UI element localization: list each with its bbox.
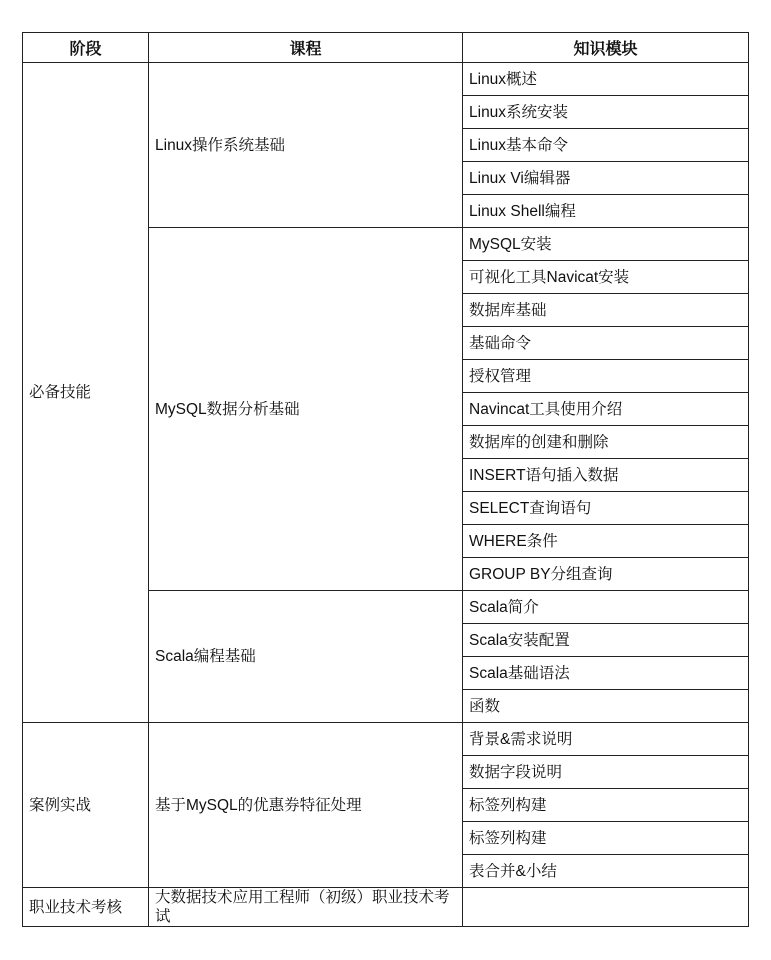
module-cell: 函数 bbox=[463, 690, 749, 723]
header-course: 课程 bbox=[149, 33, 463, 63]
module-cell: SELECT查询语句 bbox=[463, 492, 749, 525]
module-cell: GROUP BY分组查询 bbox=[463, 558, 749, 591]
stage-cell: 案例实战 bbox=[23, 723, 149, 888]
course-cell: 大数据技术应用工程师（初级）职业技术考试 bbox=[149, 888, 463, 927]
table-row bbox=[23, 888, 749, 927]
course-cell: Scala编程基础 bbox=[149, 591, 463, 723]
module-cell bbox=[463, 888, 749, 927]
module-cell: Linux系统安装 bbox=[463, 96, 749, 129]
header-module: 知识模块 bbox=[463, 33, 749, 63]
module-cell: Navincat工具使用介绍 bbox=[463, 393, 749, 426]
table-row bbox=[23, 723, 749, 756]
module-cell: INSERT语句插入数据 bbox=[463, 459, 749, 492]
module-cell: 数据库基础 bbox=[463, 294, 749, 327]
stage-cell: 职业技术考核 bbox=[23, 888, 149, 927]
module-cell: Linux概述 bbox=[463, 63, 749, 96]
module-cell: 数据库的创建和删除 bbox=[463, 426, 749, 459]
stage-cell: 必备技能 bbox=[23, 63, 149, 723]
module-cell: Scala安装配置 bbox=[463, 624, 749, 657]
course-cell: Linux操作系统基础 bbox=[149, 63, 463, 228]
course-cell: 基于MySQL的优惠券特征处理 bbox=[149, 723, 463, 888]
module-cell: 授权管理 bbox=[463, 360, 749, 393]
table-row bbox=[23, 63, 749, 96]
module-cell: 标签列构建 bbox=[463, 822, 749, 855]
header-row bbox=[23, 33, 749, 63]
module-cell: 背景&需求说明 bbox=[463, 723, 749, 756]
course-cell: MySQL数据分析基础 bbox=[149, 228, 463, 591]
module-cell: 表合并&小结 bbox=[463, 855, 749, 888]
module-cell: Linux基本命令 bbox=[463, 129, 749, 162]
curriculum-table bbox=[22, 32, 749, 927]
module-cell: Scala简介 bbox=[463, 591, 749, 624]
module-cell: Linux Shell编程 bbox=[463, 195, 749, 228]
module-cell: 数据字段说明 bbox=[463, 756, 749, 789]
module-cell: WHERE条件 bbox=[463, 525, 749, 558]
header-stage: 阶段 bbox=[23, 33, 149, 63]
module-cell: 标签列构建 bbox=[463, 789, 749, 822]
module-cell: MySQL安装 bbox=[463, 228, 749, 261]
module-cell: 基础命令 bbox=[463, 327, 749, 360]
module-cell: Scala基础语法 bbox=[463, 657, 749, 690]
module-cell: 可视化工具Navicat安装 bbox=[463, 261, 749, 294]
module-cell: Linux Vi编辑器 bbox=[463, 162, 749, 195]
